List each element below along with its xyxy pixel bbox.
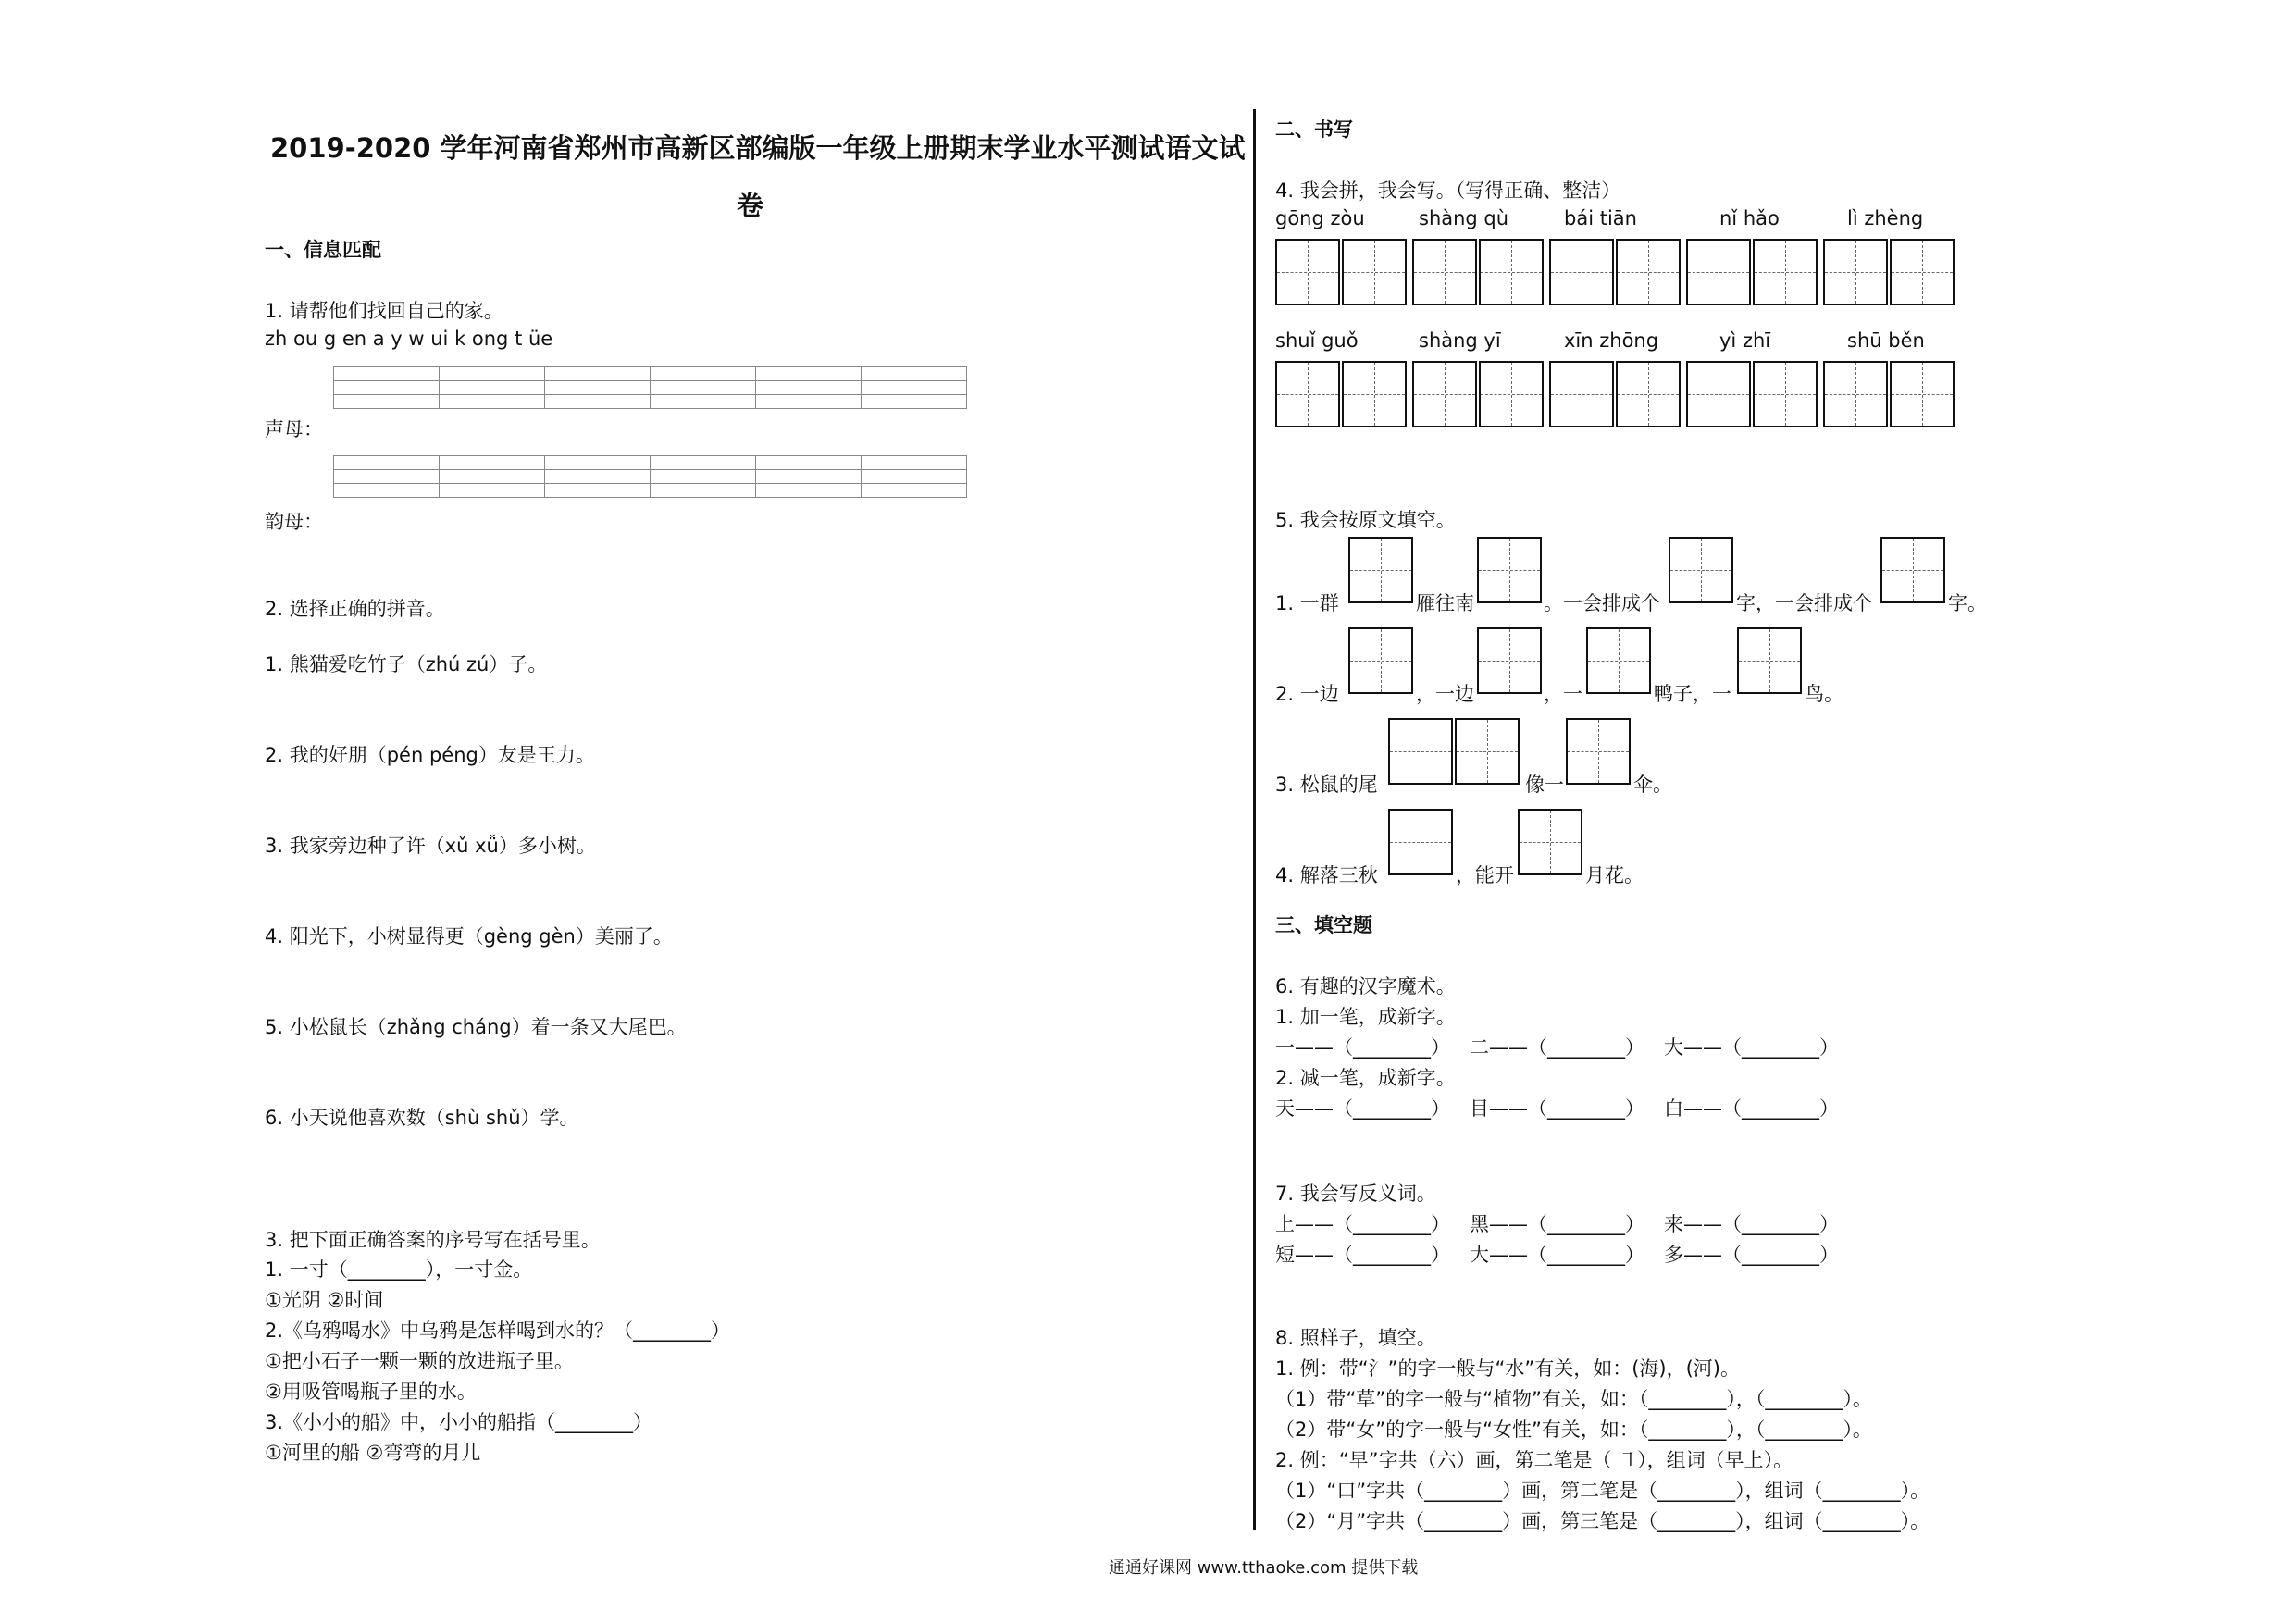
q5-l3-box-2[interactable] <box>1566 718 1632 785</box>
q2-item-5: 5. 小松鼠长（zhǎng cháng）着一条又大尾巴。 <box>265 1016 687 1038</box>
q4-writing-grid-row2[interactable] <box>1275 361 1960 427</box>
q2-item-4: 4. 阳光下，小树显得更（gèng gèn）美丽了。 <box>265 925 673 948</box>
q5-l2-box-4[interactable] <box>1737 627 1804 694</box>
q8-line-4: 2. 例：“早”字共（六）画，第二笔是（ ㇕），组词（早上）。 <box>1275 1449 1793 1471</box>
section-heading-2: 二、书写 <box>1275 118 1353 141</box>
q1-prompt: 1. 请帮他们找回自己的家。 <box>265 300 503 322</box>
q5-l3-box-1[interactable] <box>1388 718 1525 785</box>
section-heading-1: 一、信息匹配 <box>265 239 381 261</box>
q4-pinyin-5: lì zhèng <box>1847 207 1924 229</box>
q8-line-2[interactable]: （1）带“草”的字一般与“植物”有关，如：（________），（________）。 <box>1275 1388 1872 1410</box>
q4-pinyin-3: bái tiān <box>1564 207 1637 229</box>
q4-pinyin-2: shàng qù <box>1419 207 1509 229</box>
section-heading-3: 三、填空题 <box>1275 914 1372 936</box>
q3-line-4: ①把小石子一颗一颗的放进瓶子里。 <box>265 1350 574 1372</box>
q5-l4-box-2[interactable] <box>1518 809 1584 875</box>
q5-l2-e: 鸟。 <box>1805 683 1843 705</box>
q4-pinyin-10: shū běn <box>1847 329 1925 352</box>
q3-line-1: 1. 一寸（________），一寸金。 <box>265 1258 533 1281</box>
q5-l1-b: 雁往南 <box>1416 592 1474 614</box>
q5-l3-c: 伞。 <box>1633 774 1672 796</box>
q5-l2-box-2[interactable] <box>1477 627 1544 694</box>
page-title-cont: 卷 <box>737 190 764 221</box>
q4-pinyin-4: nǐ hǎo <box>1719 207 1780 229</box>
q2-item-6: 6. 小天说他喜欢数（shù shǔ）学。 <box>265 1107 579 1129</box>
q5-l2-box-1[interactable] <box>1348 627 1415 694</box>
q7-prompt: 7. 我会写反义词。 <box>1275 1183 1436 1205</box>
q4-pinyin-7: shàng yī <box>1419 329 1501 352</box>
q5-l2-c: ，一 <box>1544 683 1582 705</box>
q3-line-6: 3.《小小的船》中，小小的船指（________） <box>265 1411 653 1433</box>
q5-l3-a: 3. 松鼠的尾 <box>1275 774 1378 796</box>
q6-r1-3[interactable]: 大——（________） <box>1664 1036 1839 1059</box>
q5-l1-box-2[interactable] <box>1477 537 1544 603</box>
q6-r1-2[interactable]: 二——（________） <box>1470 1036 1644 1059</box>
q5-prompt: 5. 我会按原文填空。 <box>1275 509 1456 531</box>
q2-item-2: 2. 我的好朋（pén péng）友是王力。 <box>265 744 595 766</box>
q4-prompt: 4. 我会拼，我会写。（写得正确、整洁） <box>1275 180 1621 202</box>
q4-pinyin-9: yì zhī <box>1719 329 1771 352</box>
q5-l1-box-3[interactable] <box>1669 537 1735 603</box>
q8-line-5[interactable]: （1）“口”字共（________）画，第二笔是（________），组词（________）。 <box>1275 1480 1930 1502</box>
q8-prompt: 8. 照样子，填空。 <box>1275 1327 1436 1349</box>
q7-r1-1[interactable]: 上——（________） <box>1275 1213 1450 1235</box>
q4-writing-grid-row1[interactable] <box>1275 239 1960 305</box>
q8-line-3[interactable]: （2）带“女”的字一般与“女性”有关，如：（________），（________）。 <box>1275 1419 1872 1441</box>
shengmu-label: 声母： <box>265 418 323 440</box>
q1-letters: zh ou g en a y w ui k ong t üe <box>265 328 553 350</box>
yunmu-answer-table[interactable] <box>333 455 967 498</box>
q3-prompt: 3. 把下面正确答案的序号写在括号里。 <box>265 1229 601 1251</box>
q5-l4-c: 月花。 <box>1585 864 1644 886</box>
q5-l4-a: 4. 解落三秋 <box>1275 864 1378 886</box>
q5-l1-d: 字，一会排成个 <box>1736 592 1872 614</box>
q6-r1-1[interactable]: 一——（________） <box>1275 1036 1450 1059</box>
q3-line-7: ①河里的船 ②弯弯的月儿 <box>265 1442 481 1464</box>
q6-r2-1[interactable]: 天——（________） <box>1275 1097 1450 1120</box>
q5-l2-b: ，一边 <box>1416 683 1474 705</box>
q2-prompt: 2. 选择正确的拼音。 <box>265 598 445 620</box>
page-title: 2019-2020 学年河南省郑州市高新区部编版一年级上册期末学业水平测试语文试 <box>270 132 1246 164</box>
q5-l4-box-1[interactable] <box>1388 809 1455 875</box>
q7-r2-3[interactable]: 多——（________） <box>1664 1244 1839 1266</box>
q7-r1-2[interactable]: 黑——（________） <box>1470 1213 1644 1235</box>
q8-line-6[interactable]: （2）“月”字共（________）画，第三笔是（________），组词（________）。 <box>1275 1510 1930 1532</box>
column-divider <box>1253 109 1256 1530</box>
q7-r1-3[interactable]: 来——（________） <box>1664 1213 1839 1235</box>
shengmu-answer-table[interactable] <box>333 366 967 409</box>
q3-line-2: ①光阴 ②时间 <box>265 1289 384 1311</box>
q5-l3-b: 像一 <box>1525 774 1564 796</box>
q8-line-1: 1. 例：带“氵”的字一般与“水”有关，如：(海)，(河)。 <box>1275 1357 1740 1380</box>
q5-l4-b: ，能开 <box>1456 864 1514 886</box>
q3-line-3: 2.《乌鸦喝水》中乌鸦是怎样喝到水的？（________） <box>265 1319 731 1342</box>
q5-l2-a: 2. 一边 <box>1275 683 1339 705</box>
q6-sub2: 2. 减一笔，成新字。 <box>1275 1067 1456 1089</box>
q4-pinyin-8: xīn zhōng <box>1564 329 1659 352</box>
footer-source: 通通好课网 www.tthaoke.com 提供下载 <box>1109 1558 1419 1578</box>
q6-r2-2[interactable]: 目——（________） <box>1470 1097 1644 1120</box>
yunmu-label: 韵母： <box>265 511 323 533</box>
q6-sub1: 1. 加一笔，成新字。 <box>1275 1006 1456 1028</box>
q5-l1-box-1[interactable] <box>1348 537 1415 603</box>
q5-l1-e: 字。 <box>1948 592 1987 614</box>
q6-r2-3[interactable]: 白——（________） <box>1664 1097 1839 1120</box>
q5-l2-d: 鸭子，一 <box>1654 683 1731 705</box>
q4-pinyin-1: gōng zòu <box>1275 207 1365 229</box>
q5-l2-box-3[interactable] <box>1586 627 1653 694</box>
q2-item-3: 3. 我家旁边种了许（xǔ xǚ）多小树。 <box>265 835 596 857</box>
q7-r2-1[interactable]: 短——（________） <box>1275 1244 1450 1266</box>
q5-l1-box-4[interactable] <box>1880 537 1947 603</box>
q4-pinyin-6: shuǐ guǒ <box>1275 329 1359 352</box>
q6-prompt: 6. 有趣的汉字魔术。 <box>1275 975 1456 997</box>
q5-l1-a: 1. 一群 <box>1275 592 1339 614</box>
q7-r2-2[interactable]: 大——（________） <box>1470 1244 1644 1266</box>
q2-item-1: 1. 熊猫爱吃竹子（zhú zú）子。 <box>265 653 548 675</box>
q3-line-5: ②用吸管喝瓶子里的水。 <box>265 1381 477 1403</box>
q5-l1-c: 。一会排成个 <box>1544 592 1660 614</box>
